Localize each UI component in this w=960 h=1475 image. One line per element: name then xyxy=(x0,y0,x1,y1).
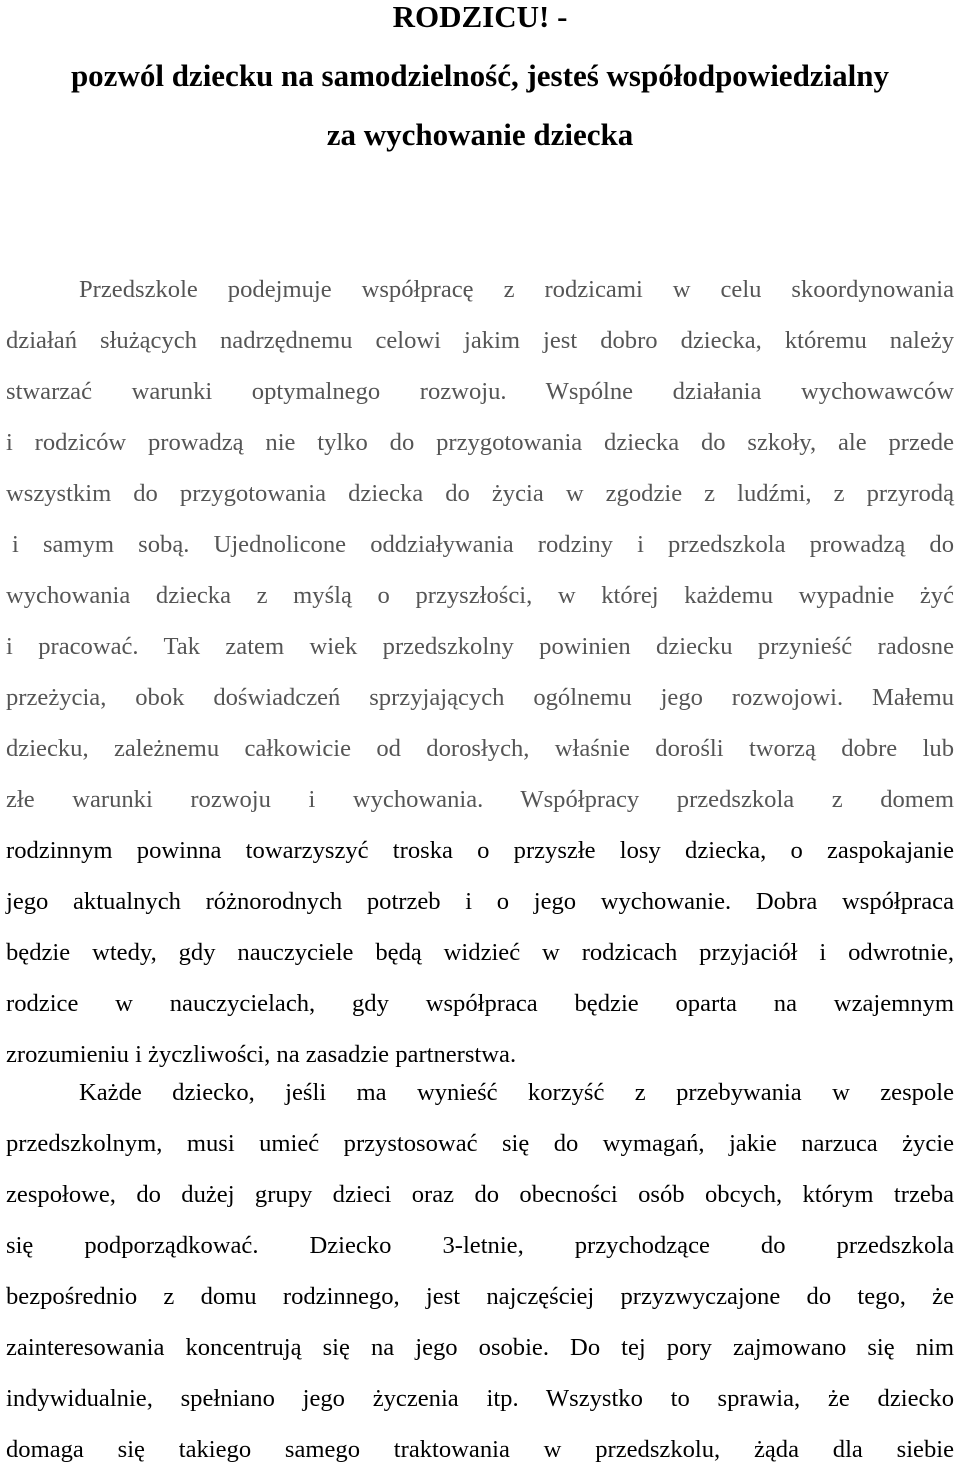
paragraph-1-line: Przedszkole podejmuje współpracę z rodzicami w celu skoordynowania xyxy=(79,276,954,303)
paragraph-1-line: przeżycia, obok doświadczeń sprzyjających ogólnemu jego rozwojowi. Małemu xyxy=(6,684,954,711)
paragraph-2-line: domaga się takiego samego traktowania w przedszkolu, żąda dla siebie xyxy=(6,1436,954,1463)
paragraph-1-line: wszystkim do przygotowania dziecka do życia w zgodzie z ludźmi, z przyrodą xyxy=(6,480,954,507)
paragraph-2-line: przedszkolnym, musi umieć przystosować się do wymagań, jakie narzuca życie xyxy=(6,1130,954,1157)
paragraph-2-line: zainteresowania koncentrują się na jego osobie. Do tej pory zajmowano się nim xyxy=(6,1334,954,1361)
title-line-2: pozwól dziecku na samodzielność, jesteś współodpowiedzialny xyxy=(70,58,890,93)
paragraph-1-line: dziecku, zależnemu całkowicie od dorosłych, właśnie dorośli tworzą dobre lub xyxy=(6,735,954,762)
paragraph-1-line: złe warunki rozwoju i wychowania. Współpracy przedszkola z domem xyxy=(6,786,954,813)
paragraph-2-line: bezpośrednio z domu rodzinnego, jest najczęściej przyzwyczajone do tego, że xyxy=(6,1283,954,1310)
paragraph-1 xyxy=(6,264,954,1080)
title-line-1: RODZICU! - xyxy=(392,0,568,34)
paragraph-2-line: się podporządkować. Dziecko 3-letnie, przychodzące do przedszkola xyxy=(6,1232,954,1259)
paragraph-1-line: będzie wtedy, gdy nauczyciele będą widzieć w rodzicach przyjaciół i odwrotnie, xyxy=(6,939,954,966)
paragraph-2-line: Każde dziecko, jeśli ma wynieść korzyść z przebywania w zespole xyxy=(79,1079,954,1106)
paragraph-2-line: zespołowe, do dużej grupy dzieci oraz do obecności osób obcych, którym trzeba xyxy=(6,1181,954,1208)
paragraph-1-line: rodzinnym powinna towarzyszyć troska o przyszłe losy dziecka, o zaspokajanie xyxy=(6,837,954,864)
paragraph-1-line: i rodziców prowadzą nie tylko do przygotowania dziecka do szkoły, ale przede xyxy=(6,429,954,456)
paragraph-2 xyxy=(6,1067,954,1475)
paragraph-1-line: zrozumieniu i życzliwości, na zasadzie partnerstwa. xyxy=(6,1041,517,1068)
paragraph-1-line: i pracować. Tak zatem wiek przedszkolny powinien dziecku przynieść radosne xyxy=(6,633,954,660)
paragraph-1-line: i samym sobą. Ujednolicone oddziaływania rodziny i przedszkola prowadzą do xyxy=(12,531,954,558)
title-line-3: za wychowanie dziecka xyxy=(326,117,634,152)
paragraph-1-line: działań służących nadrzędnemu celowi jakim jest dobro dziecka, któremu należy xyxy=(6,327,954,354)
paragraph-1-line: wychowania dziecka z myślą o przyszłości, w której każdemu wypadnie żyć xyxy=(6,582,954,609)
paragraph-1-line: rodzice w nauczycielach, gdy współpraca będzie oparta na wzajemnym xyxy=(6,990,954,1017)
paragraph-1-line: stwarzać warunki optymalnego rozwoju. Wspólne działania wychowawców xyxy=(6,378,954,405)
paragraph-2-line: indywidualnie, spełniano jego życzenia itp. Wszystko to sprawia, że dziecko xyxy=(6,1385,954,1412)
paragraph-1-line: jego aktualnych różnorodnych potrzeb i o jego wychowanie. Dobra współpraca xyxy=(6,888,954,915)
